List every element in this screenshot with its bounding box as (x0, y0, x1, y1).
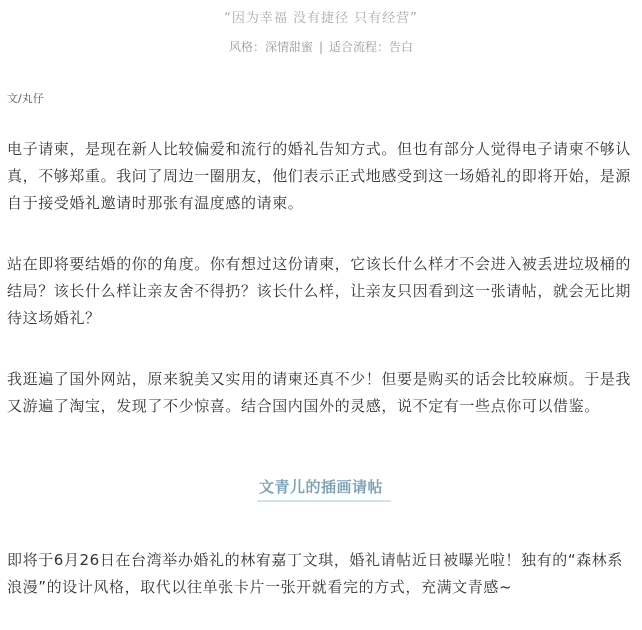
section-title: 文青儿的插画请帖 (258, 478, 383, 496)
style-label: 风格：深情甜蜜 (228, 40, 313, 54)
paragraph: 电子请柬，是现在新人比较偏爱和流行的婚礼告知方式。但也有部分人觉得电子请柬不够认真，不够郑重。我问了周边一圈朋友，他们表示正式地感受到这一场婚礼的即将开始，是源自于接受婚礼邀请时那张有温度感的请柬。 (7, 140, 632, 212)
paragraph: 即将于6月26日在台湾举办婚礼的林宥嘉丁文琪，婚礼请帖近日被曝光啦！独有的“森林系浪漫”的设计风格，取代以往单张卡片一张开就看完的方式，充满文青感~ (7, 551, 624, 596)
author-byline: 文/丸仔 (7, 92, 44, 105)
style-info-line (0, 38, 642, 56)
section-title-underline (257, 500, 391, 502)
flow-label: 适合流程：告白 (329, 40, 414, 54)
style-separator: | (318, 40, 324, 54)
header-quote: “因为幸福 没有捷径 只有经营” (224, 11, 418, 26)
paragraph: 站在即将要结婚的你的角度。你有想过这份请柬，它该长什么样才不会进入被丢进垃圾桶的结局？该长什么样让亲友舍不得扔？该长什么样，让亲友只因看到这一张请帖，就会无比期待这场婚礼？ (7, 255, 632, 327)
paragraph: 我逛遍了国外网站，原来貌美又实用的请柬还真不少！但要是购买的话会比较麻烦。于是我又游遍了淘宝，发现了不少惊喜。结合国内国外的灵感，说不定有一些点你可以借鉴。 (7, 370, 632, 415)
